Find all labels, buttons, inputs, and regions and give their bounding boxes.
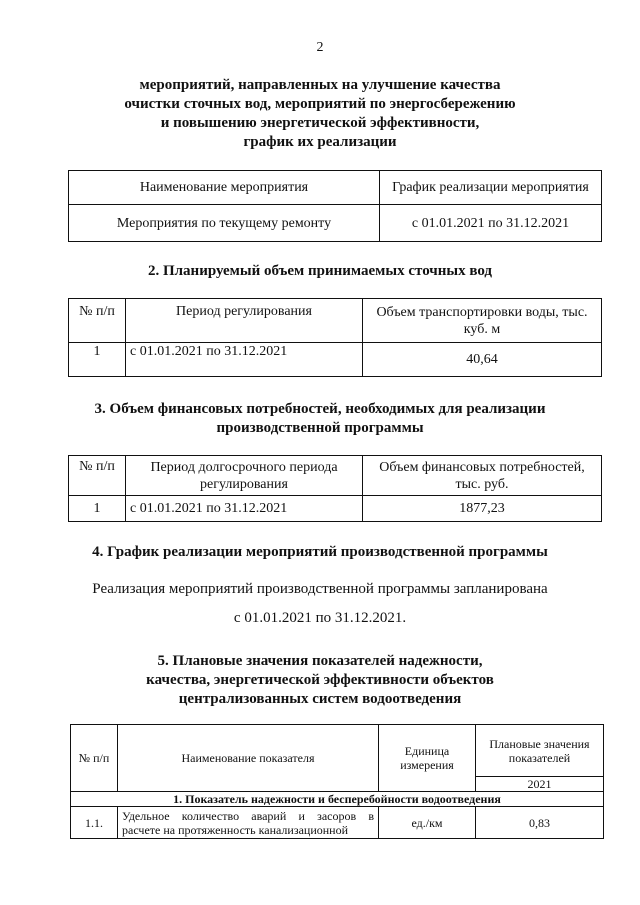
row-volume: 40,64	[363, 343, 602, 377]
row-number: 1.1.	[71, 807, 118, 839]
section4-text-line1: Реализация мероприятий производственной программы запланирована	[92, 581, 548, 597]
heading-line: качества, энергетической эффективности объектов	[146, 672, 494, 688]
heading-line: централизованных систем водоотведения	[178, 691, 462, 707]
section3-title	[0, 400, 640, 438]
row-indicator-name-line2: расчете на протяженность канализационной	[122, 822, 349, 837]
section4-title: 4. График реализации мероприятий производственной программы	[92, 544, 548, 560]
wastewater-volume-table	[68, 298, 602, 377]
section4-text-line2: с 01.01.2021 по 31.12.2021.	[233, 610, 407, 626]
page-number: 2	[316, 40, 324, 55]
header-activity-name: Наименование мероприятия	[69, 171, 380, 205]
row-indicator-name	[118, 807, 379, 839]
row-unit: ед./км	[379, 807, 476, 839]
row-period: с 01.01.2021 по 31.12.2021	[126, 496, 363, 522]
header-financial-needs: Объем финансовых потребностей, тыс. руб.	[363, 456, 602, 496]
heading-line: очистки сточных вод, мероприятий по энергосбережению	[124, 96, 516, 112]
header-number: № п/п	[71, 725, 118, 792]
header-volume: Объем транспортировки воды, тыс. куб. м	[363, 299, 602, 343]
header-year: 2021	[476, 777, 604, 792]
header-indicator-name: Наименование показателя	[118, 725, 379, 792]
row-number: 1	[69, 496, 126, 522]
heading-line: производственной программы	[216, 420, 424, 436]
row-amount: 1877,23	[363, 496, 602, 522]
heading-line: 3. Объем финансовых потребностей, необходимых для реализации	[94, 401, 546, 417]
heading-line: и повышению энергетической эффективности,	[160, 115, 480, 131]
activity-name: Мероприятия по текущему ремонту	[69, 205, 380, 242]
row-indicator-name-line1: Удельное количество аварий и засоров в	[122, 808, 374, 823]
header-number: № п/п	[69, 299, 126, 343]
header-number: № п/п	[69, 456, 126, 496]
heading-line: мероприятий, направленных на улучшение качества	[139, 77, 501, 93]
section2-title: 2. Планируемый объем принимаемых сточных вод	[147, 263, 493, 279]
header-planned-values: Плановые значения показателей	[476, 725, 604, 777]
activities-table	[68, 170, 602, 242]
header-schedule: График реализации мероприятия	[380, 171, 602, 205]
heading-line: 5. Плановые значения показателей надежности,	[157, 653, 483, 669]
row-number: 1	[69, 343, 126, 377]
header-period: Период регулирования	[126, 299, 363, 343]
header-unit: Единица измерения	[379, 725, 476, 792]
activity-period: с 01.01.2021 по 31.12.2021	[380, 205, 602, 242]
intro-heading	[0, 76, 640, 152]
financial-needs-table	[68, 455, 602, 522]
heading-line: график их реализации	[243, 134, 397, 150]
row-value: 0,83	[476, 807, 604, 839]
row-period: с 01.01.2021 по 31.12.2021	[126, 343, 363, 377]
indicators-table	[70, 724, 604, 839]
header-period: Период долгосрочного периода регулирования	[126, 456, 363, 496]
group-reliability: 1. Показатель надежности и бесперебойности водоотведения	[71, 792, 604, 807]
section5-title	[0, 652, 640, 709]
